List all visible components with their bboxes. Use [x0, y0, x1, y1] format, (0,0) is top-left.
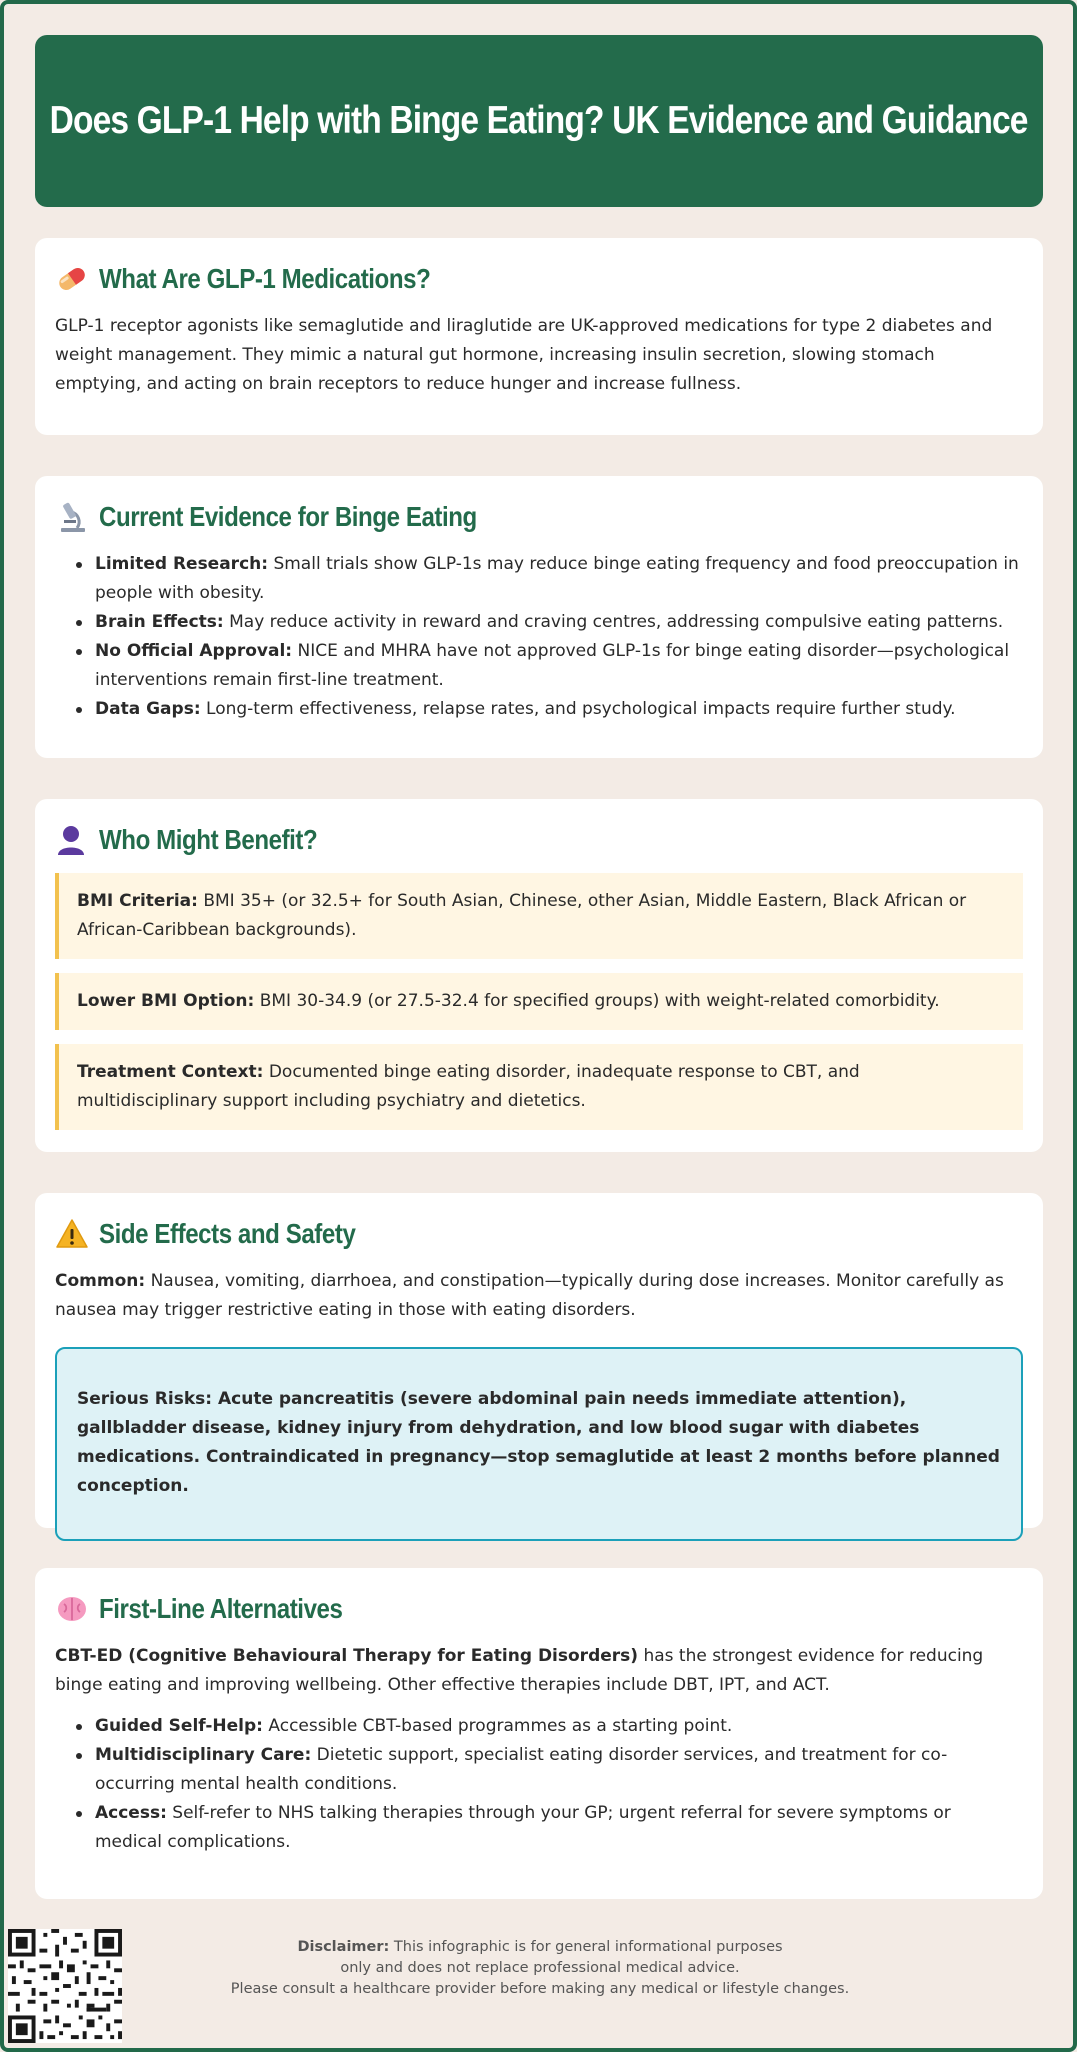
criteria-callout — [55, 873, 1023, 959]
item-label: No Official Approval: — [95, 641, 293, 661]
microscope-icon — [55, 500, 99, 534]
item-text: Long-term effectiveness, relapse rates, and psychological impacts require further study. — [200, 699, 956, 719]
item-text: Accessible CBT-based programmes as a starting point. — [262, 1716, 733, 1736]
intro-label: CBT-ED (Cognitive Behavioural Therapy for Eating Disorders) — [55, 1646, 639, 1666]
item-text: Self-refer to NHS talking therapies through your GP; urgent referral for severe symptoms or medical complications. — [95, 1803, 951, 1852]
section-title-row — [55, 821, 1023, 859]
disclaimer-line — [230, 1937, 850, 1958]
header-banner — [35, 35, 1043, 207]
item-label: Brain Effects: — [95, 612, 224, 632]
list-item — [95, 1712, 1023, 1741]
disclaimer-text: This infographic is for general informational purposes — [389, 1939, 783, 1955]
callout-text: BMI 30-34.9 (or 27.5-32.4 for specified groups) with weight-related comorbidity. — [254, 991, 940, 1011]
list-item — [95, 608, 1023, 637]
item-text: Dietetic support, specialist eating disorder services, and treatment for co-occurring mental health conditions. — [95, 1745, 948, 1794]
callout-text: Documented binge eating disorder, inadequate response to CBT, and multidisciplinary support including psychiatry and dietetics. — [77, 1062, 860, 1111]
item-label: Guided Self-Help: — [95, 1716, 263, 1736]
section-title: What Are GLP-1 Medications? — [99, 263, 431, 294]
list-item — [95, 637, 1023, 695]
section-what-card — [35, 238, 1043, 435]
callout-label: Lower BMI Option: — [77, 991, 255, 1011]
criteria-callout — [55, 973, 1023, 1030]
brain-icon — [55, 1592, 99, 1626]
item-label: Data Gaps: — [95, 699, 201, 719]
common-effects — [55, 1267, 1023, 1325]
section-title-row — [55, 498, 1023, 536]
page-title: Does GLP-1 Help with Binge Eating? UK Evidence and Guidance — [50, 99, 1028, 142]
section-title: Current Evidence for Binge Eating — [99, 501, 477, 532]
common-label: Common: — [55, 1271, 146, 1291]
footer — [0, 1925, 1077, 2045]
qr-code[interactable] — [8, 1929, 122, 2043]
alternatives-list — [55, 1712, 1023, 1857]
item-text: Small trials show GLP-1s may reduce binge eating frequency and food preoccupation in people with obesity. — [95, 554, 1019, 603]
section-title-row — [55, 1590, 1023, 1628]
section-body: GLP-1 receptor agonists like semaglutide and liraglutide are UK-approved medications for type 2 diabetes and weight management. They mimic a natural gut hormone, increasing insulin secretion, slowing stomach emptying, and acting on brain receptors to reduce hunger and increase fullness. — [55, 316, 993, 394]
warning-icon — [55, 1217, 99, 1251]
section-title: Who Might Benefit? — [99, 824, 318, 855]
section-title-row — [55, 260, 1023, 298]
list-item — [95, 695, 1023, 724]
section-evidence-card — [35, 476, 1043, 758]
callout-text: BMI 35+ (or 32.5+ for South Asian, Chinese, other Asian, Middle Eastern, Black African or African-Caribbean backgrounds). — [77, 891, 967, 940]
section-safety-card — [35, 1193, 1043, 1528]
intro-text: has the strongest evidence for reducing binge eating and improving wellbeing. Other effective therapies include DBT, IPT, and ACT. — [55, 1646, 984, 1695]
disclaimer — [230, 1937, 850, 2000]
section-title-row — [55, 1215, 1023, 1253]
item-label: Limited Research: — [95, 554, 269, 574]
item-label: Multidisciplinary Care: — [95, 1745, 312, 1765]
disclaimer-label: Disclaimer: — [297, 1939, 390, 1955]
item-text: NICE and MHRA have not approved GLP-1s for binge eating disorder—psychological interventions remain first-line treatment. — [95, 641, 1010, 690]
disclaimer-line: Please consult a healthcare provider before making any medical or lifestyle changes. — [230, 1981, 850, 1997]
callout-label: Treatment Context: — [77, 1062, 264, 1082]
serious-risks-alert: Serious Risks: Acute pancreatitis (severe abdominal pain needs immediate attention), gallbladder disease, kidney injury from dehydration, and low blood sugar with diabetes medications. Contraindicated in pregnancy—stop semaglutide at least 2 months before planned conception. — [55, 1347, 1023, 1541]
section-alternatives-card — [35, 1568, 1043, 1899]
criteria-callout — [55, 1044, 1023, 1130]
item-text: May reduce activity in reward and craving centres, addressing compulsive eating patterns. — [223, 612, 1004, 632]
section-title: First-Line Alternatives — [99, 1593, 343, 1624]
callout-label: BMI Criteria: — [77, 891, 198, 911]
pill-icon — [55, 262, 99, 296]
disclaimer-line: only and does not replace professional medical advice. — [340, 1960, 740, 1976]
section-benefit-card — [35, 799, 1043, 1152]
list-item — [95, 550, 1023, 608]
section-title: Side Effects and Safety — [99, 1218, 356, 1249]
list-item — [95, 1741, 1023, 1799]
list-item — [95, 1799, 1023, 1857]
person-icon — [55, 823, 99, 857]
common-text: Nausea, vomiting, diarrhoea, and constipation—typically during dose increases. Monitor carefully as nausea may trigger restrictive eating in those with eating disorders. — [55, 1271, 1004, 1320]
alternatives-intro — [55, 1642, 1023, 1700]
evidence-list — [55, 550, 1023, 724]
item-label: Access: — [95, 1803, 167, 1823]
